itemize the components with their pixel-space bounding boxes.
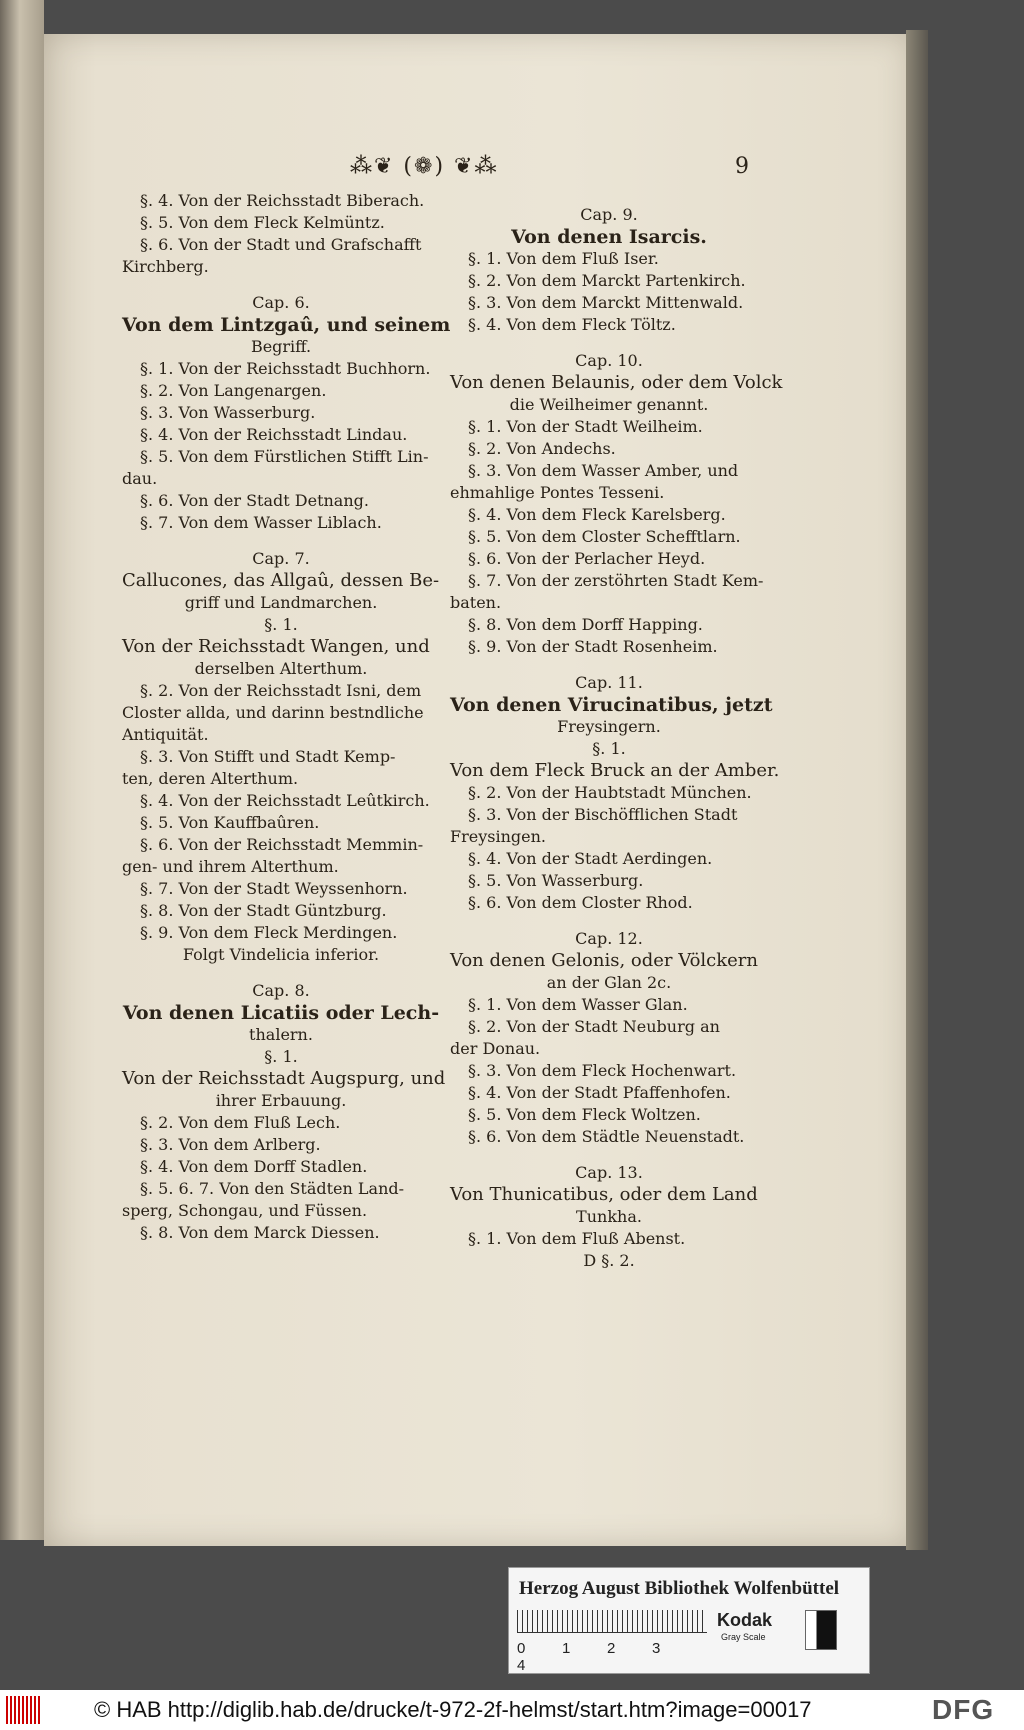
left-column-line: Von der Reichsstadt Augspurg, und (122, 1068, 446, 1089)
right-column-line: §. 1. (592, 739, 626, 758)
ruler-number: 3 (652, 1640, 661, 1657)
left-column-line: Von denen Licatiis oder Lech- (122, 1002, 440, 1024)
left-column-line: §. 9. Von dem Fleck Merdingen. (140, 923, 398, 942)
left-column-line: Kirchberg. (122, 257, 209, 276)
left-column-line: §. 4. Von der Reichsstadt Leûtkirch. (140, 791, 430, 810)
color-target-card (508, 1567, 870, 1674)
left-column-line: dau. (122, 469, 158, 488)
right-column-line: §. 2. Von dem Marckt Partenkirch. (468, 271, 746, 290)
dfg-logo: DFG (932, 1694, 995, 1725)
right-column-line: §. 2. Von der Haubtstadt München. (468, 783, 752, 802)
left-page-spine (0, 0, 44, 1540)
left-column (122, 190, 451, 1244)
gray-scale-label: Gray Scale (721, 1632, 766, 1642)
left-column-line: §. 3. Von dem Arlberg. (140, 1135, 321, 1154)
page-number: 9 (735, 154, 749, 179)
right-column-line: §. 3. Von dem Wasser Amber, und (468, 461, 739, 480)
right-column-line: Von denen Gelonis, oder Völckern (450, 950, 759, 971)
left-column-line: Closter allda, und darinn bestndliche (122, 703, 424, 722)
left-column-line: Cap. 6. (252, 293, 310, 312)
left-column-line: §. 4. Von der Reichsstadt Lindau. (140, 425, 408, 444)
left-column-line: derselben Alterthum. (194, 659, 368, 678)
right-column-line: §. 5. Von dem Fleck Woltzen. (468, 1105, 701, 1124)
ruler-number: 4 (517, 1657, 526, 1674)
right-column-line: ehmahlige Pontes Tesseni. (450, 483, 665, 502)
left-column-line: §. 1. Von der Reichsstadt Buchhorn. (140, 359, 431, 378)
left-column-line: ten, deren Alterthum. (122, 769, 299, 788)
ruler (517, 1610, 707, 1633)
left-column-line: Antiquität. (122, 725, 209, 744)
right-column-line: Von dem Fleck Bruck an der Amber. (450, 760, 780, 781)
left-column-line: §. 3. Von Stifft und Stadt Kemp- (140, 747, 396, 766)
hab-logo-icon (6, 1696, 46, 1724)
right-column-line: §. 7. Von der zerstöhrten Stadt Kem- (468, 571, 764, 590)
right-column-line: Von denen Belaunis, oder dem Volck (450, 372, 783, 393)
left-column-line: Callucones, das Allgaû, dessen Be- (122, 570, 440, 591)
left-column-line: §. 8. Von der Stadt Güntzburg. (140, 901, 387, 920)
left-column-line: Begriff. (250, 337, 312, 356)
left-column-line: §. 8. Von dem Marck Diessen. (140, 1223, 380, 1242)
right-column (450, 190, 783, 1272)
left-column-line: §. 5. Von Kauffbaûren. (140, 813, 320, 832)
right-column-line: Freysingern. (557, 717, 661, 736)
right-column-line: §. 4. Von der Stadt Pfaffenhofen. (468, 1083, 731, 1102)
right-column-line: §. 4. Von dem Fleck Karelsberg. (468, 505, 726, 524)
left-column-line: §. 5. 6. 7. Von den Städten Land- (140, 1179, 405, 1198)
right-column-line: §. 6. Von dem Closter Rhod. (468, 893, 693, 912)
header-ornament: ⁂❦ (❁) ❦⁂ (350, 154, 499, 179)
right-column-line: §. 6. Von dem Städtle Neuenstadt. (468, 1127, 745, 1146)
left-column-line: §. 1. (264, 615, 298, 634)
right-column-line: Von denen Virucinatibus, jetzt (450, 694, 773, 716)
ruler-number: 0 (517, 1640, 526, 1657)
right-column-line: Cap. 12. (575, 929, 643, 948)
right-column-line: §. 6. Von der Perlacher Heyd. (468, 549, 706, 568)
right-column-line: §. 1. Von dem Fluß Abenst. (468, 1229, 686, 1248)
page-header (0, 150, 1024, 190)
right-column-line: Cap. 13. (575, 1163, 643, 1182)
left-column-line: Cap. 8. (252, 981, 310, 1000)
right-column-line: D §. 2. (583, 1251, 635, 1270)
footer-bar (0, 1690, 1024, 1730)
right-column-line: Von denen Isarcis. (511, 226, 707, 248)
right-column-line: §. 1. Von dem Wasser Glan. (468, 995, 688, 1014)
right-column-line: die Weilheimer genannt. (509, 395, 709, 414)
gray-swatch (805, 1610, 837, 1650)
left-column-line: griff und Landmarchen. (184, 593, 378, 612)
right-column-line: §. 5. Von dem Closter Schefftlarn. (468, 527, 741, 546)
right-column-line: §. 8. Von dem Dorff Happing. (468, 615, 703, 634)
left-column-line: Von dem Lintzgaû, und seinem (122, 314, 451, 336)
ruler-numbers (517, 1640, 717, 1674)
ruler-number: 2 (607, 1640, 616, 1657)
target-title: Herzog August Bibliothek Wolfenbüttel (519, 1578, 840, 1599)
left-column-line: §. 4. Von der Reichsstadt Biberach. (140, 191, 425, 210)
left-column-line: §. 7. Von dem Wasser Liblach. (140, 513, 382, 532)
right-column-line: §. 2. Von der Stadt Neuburg an (468, 1017, 720, 1036)
left-column-line: §. 2. Von der Reichsstadt Isni, dem (140, 681, 422, 700)
right-column-line: Freysingen. (450, 827, 546, 846)
right-column-line: §. 3. Von der Bischöfflichen Stadt (468, 805, 738, 824)
left-column-line: §. 2. Von dem Fluß Lech. (140, 1113, 341, 1132)
left-column-line: §. 7. Von der Stadt Weyssenhorn. (140, 879, 408, 898)
ruler-number: 1 (562, 1640, 571, 1657)
kodak-brand: Kodak (717, 1610, 773, 1630)
left-column-line: §. 2. Von Langenargen. (140, 381, 327, 400)
left-column-line: ihrer Erbauung. (215, 1091, 347, 1110)
footer-url[interactable]: © HAB http://diglib.hab.de/drucke/t-972-2f-helmst/start.htm?image=00017 (94, 1697, 812, 1722)
right-column-line: Cap. 11. (575, 673, 643, 692)
left-column-line: Folgt Vindelicia inferior. (182, 945, 380, 964)
left-column-line: sperg, Schongau, und Füssen. (122, 1201, 368, 1220)
left-column-line: Von der Reichsstadt Wangen, und (122, 636, 430, 657)
right-column-line: an der Glan 2c. (546, 973, 672, 992)
right-column-line: §. 3. Von dem Marckt Mittenwald. (468, 293, 744, 312)
right-column-line: Tunkha. (576, 1207, 642, 1226)
right-column-line: baten. (450, 593, 502, 612)
right-column-line: Cap. 9. (580, 205, 638, 224)
left-column-line: §. 1. (264, 1047, 298, 1066)
page-edge (906, 30, 928, 1550)
right-column-line: Von Thunicatibus, oder dem Land (450, 1184, 758, 1205)
left-column-line: Cap. 7. (252, 549, 310, 568)
left-column-line: §. 5. Von dem Fleck Kelmüntz. (140, 213, 385, 232)
left-column-line: §. 5. Von dem Fürstlichen Stifft Lin- (140, 447, 429, 466)
left-column-line: §. 6. Von der Stadt und Grafschafft (140, 235, 422, 254)
right-column-line: §. 4. Von der Stadt Aerdingen. (468, 849, 713, 868)
right-column-line: §. 2. Von Andechs. (468, 439, 616, 458)
left-column-line: gen- und ihrem Alterthum. (122, 857, 339, 876)
left-column-line: §. 6. Von der Stadt Detnang. (140, 491, 369, 510)
left-column-line: §. 4. Von dem Dorff Stadlen. (140, 1157, 368, 1176)
right-column-line: §. 9. Von der Stadt Rosenheim. (468, 637, 718, 656)
right-column-line: §. 1. Von der Stadt Weilheim. (468, 417, 703, 436)
right-column-line: §. 1. Von dem Fluß Iser. (468, 249, 659, 268)
left-column-line: §. 3. Von Wasserburg. (140, 403, 316, 422)
right-column-line: der Donau. (450, 1039, 541, 1058)
right-column-line: §. 5. Von Wasserburg. (468, 871, 644, 890)
right-column-line: Cap. 10. (575, 351, 643, 370)
left-column-line: §. 6. Von der Reichsstadt Memmin- (140, 835, 424, 854)
right-column-line: §. 4. Von dem Fleck Töltz. (468, 315, 676, 334)
left-column-line: thalern. (249, 1025, 313, 1044)
right-column-line: §. 3. Von dem Fleck Hochenwart. (468, 1061, 737, 1080)
